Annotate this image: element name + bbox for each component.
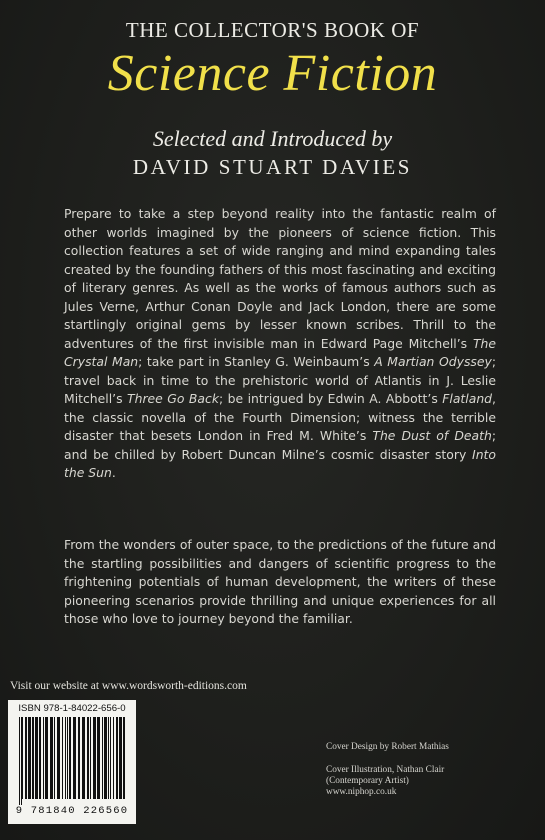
cover-illustration-credit: Cover Illustration, Nathan Clair [326,765,445,775]
story-title: A Martian Odyssey [374,354,492,369]
artist-website: www.niphop.co.uk [326,787,397,797]
barcode-bar [69,717,71,799]
barcode-graphic [17,717,129,805]
barcode-bar [97,717,100,799]
barcode-bar [35,717,38,799]
barcode-bar [104,717,107,799]
series-title: THE COLLECTOR'S BOOK OF [125,18,420,42]
barcode-bar [28,717,31,799]
barcode-bar [87,717,89,799]
story-title: The Crystal Man [64,335,496,369]
barcode-bar [45,717,48,799]
barcode-bar [65,717,66,799]
cover-credits [326,742,449,798]
editor-name: DAVID STUART DAVIES [132,155,413,179]
barcode-bar [50,717,53,799]
blurb-text: ; be intrigued by Edwin A. Abbott’s [219,391,443,406]
isbn-text: ISBN 978-1-84022-656-0 [18,703,126,714]
barcode-bar [110,717,111,799]
blurb-paragraph-2: From the wonders of outer space, to the predictions of the future and the startling possibilities and dangers of scientific progress to the frightening potentials of human development, the writers of these pioneering scenarios provide thrilling and unique experiences for all those who love to journey beyond the familiar. [64,537,496,626]
barcode-bar [32,717,34,799]
barcode-bar [22,717,23,799]
story-title: Into the Sun [64,446,496,480]
artist-note: (Contemporary Artist) [326,776,409,786]
barcode-bar [67,717,68,799]
barcode-bar [21,717,22,805]
barcode-bar [19,717,20,805]
barcode-bar [108,717,109,799]
selected-by-line: Selected and Introduced by [152,126,393,151]
story-title: Three Go Back [127,391,219,406]
blurb-text: Prepare to take a step beyond reality into the fantastic realm of other worlds imagined by the pioneers of science fiction. This collection features a set of wide ranging and mind expanding tales created by the founding fathers of this most fascinating and exciting of literary genres. As well as the works of famous authors such as Jules Verne, Arthur Conan Doyle and Jack London, there are some startlingly original gems by lesser known scribes. Thrill to the adventures of the first invisible man in Edward Page Mitchell’s [64,206,496,351]
barcode-bar [82,717,85,799]
barcode-bar [54,717,55,799]
blurb-text: ; travel back in time to the prehistoric world of Atlantis in J. Leslie Mitchell’s [64,354,496,406]
barcode-bar [73,717,76,799]
publisher-website: Visit our website at www.wordsworth-editions.com [10,680,247,692]
barcode-bar [62,717,63,799]
barcode-panel [8,700,136,824]
barcode-bar [102,717,103,799]
blurb-text: ; and be chilled by Robert Duncan Milne’s cosmic disaster story [64,428,496,462]
barcode-bar [119,717,122,799]
barcode-bar [116,717,118,799]
story-title: Flatland [442,391,493,406]
barcode-bar [123,717,125,799]
blurb-paragraph-1 [64,205,496,483]
blurb-text: , the classic novella of the Fourth Dimension; witness the terrible disaster that besets London in Fred M. White’s [64,391,496,443]
barcode-bar [39,717,41,799]
book-title: Science Fiction [107,45,438,102]
barcode-bar [25,717,27,799]
barcode-bar [57,717,60,799]
barcode-bar [43,717,44,799]
barcode-bar [90,717,91,799]
barcode-bar [113,717,114,799]
story-title: The Dust of Death [372,428,492,443]
barcode-digits: 9 781840 226560 [15,805,129,817]
blurb-text: ; take part in Stanley G. Weinbaum’s [138,354,375,369]
barcode-bar [78,717,80,799]
cover-design-credit: Cover Design by Robert Mathias [326,742,449,752]
barcode-bar [93,717,96,799]
blurb-text: . [111,465,116,480]
